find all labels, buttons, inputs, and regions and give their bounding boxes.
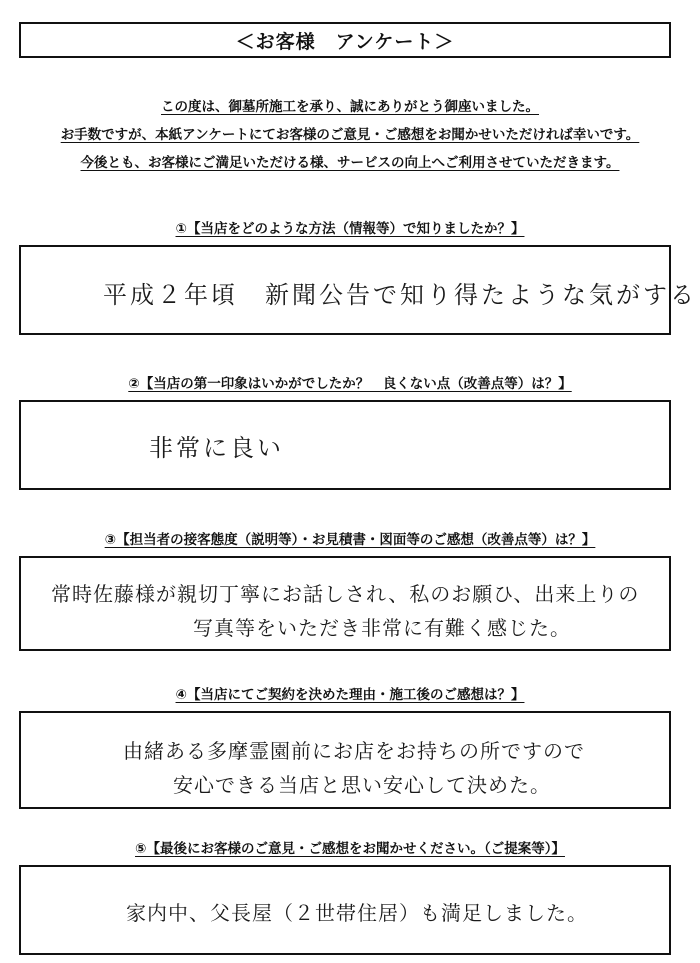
intro-text-1: この度は、御墓所施工を承り、誠にありがとう御座いました。 [161,99,539,115]
intro-line-2 [0,123,700,143]
question-3 [0,528,700,548]
answer-4-line-2: 安心できる当店と思い安心して決めた。 [173,773,551,797]
survey-title: ＜お客様 アンケート＞ [19,22,671,58]
question-5 [0,837,700,857]
answer-3-line-2: 写真等をいただき非常に有難く感じた。 [193,616,571,640]
question-1 [0,217,700,237]
answer-box-4 [19,711,671,809]
question-3-label: ③【担当者の接客態度（説明等）・お見積書・図面等のご感想（改善点等）は？】 [104,532,596,548]
answer-3-line-1: 常時佐藤様が親切丁寧にお話しされ、私のお願ひ、出来上りの [51,582,640,606]
question-5-label: ⑤【最後にお客様のご意見・ご感想をお聞かせください。（ご提案等）】 [135,841,565,857]
answer-box-5 [19,865,671,955]
question-4 [0,683,700,703]
answer-5-line-1: 家内中、父長屋（２世帯住居）も満足しました。 [126,901,588,925]
answer-4-line-1: 由緒ある多摩霊園前にお店をお持ちの所ですので [123,739,585,763]
answer-2-line-1: 非常に良い [149,434,284,462]
question-2 [0,372,700,392]
intro-text-2: お手数ですが、本紙アンケートにてお客様のご意見・ご感想をお聞かせいただければ幸いです。 [60,127,640,143]
answer-1-line-1: 平成２年頃 新聞公告で知り得たような気がする [103,281,697,309]
answer-box-1 [19,245,697,335]
question-2-label: ②【当店の第一印象はいかがでしたか？ 良くない点（改善点等）は？】 [128,376,572,392]
answer-box-2 [19,400,671,490]
answer-box-3 [19,556,671,651]
intro-line-1 [0,95,700,115]
question-1-label: ①【当店をどのような方法（情報等）で知りましたか？】 [175,221,525,237]
intro-text-3: 今後とも、お客様にご満足いただける様、サービスの向上へご利用させていただきます。 [80,155,620,171]
question-4-label: ④【当店にてご契約を決めた理由・施工後のご感想は？】 [175,687,525,703]
intro-line-3 [0,151,700,171]
